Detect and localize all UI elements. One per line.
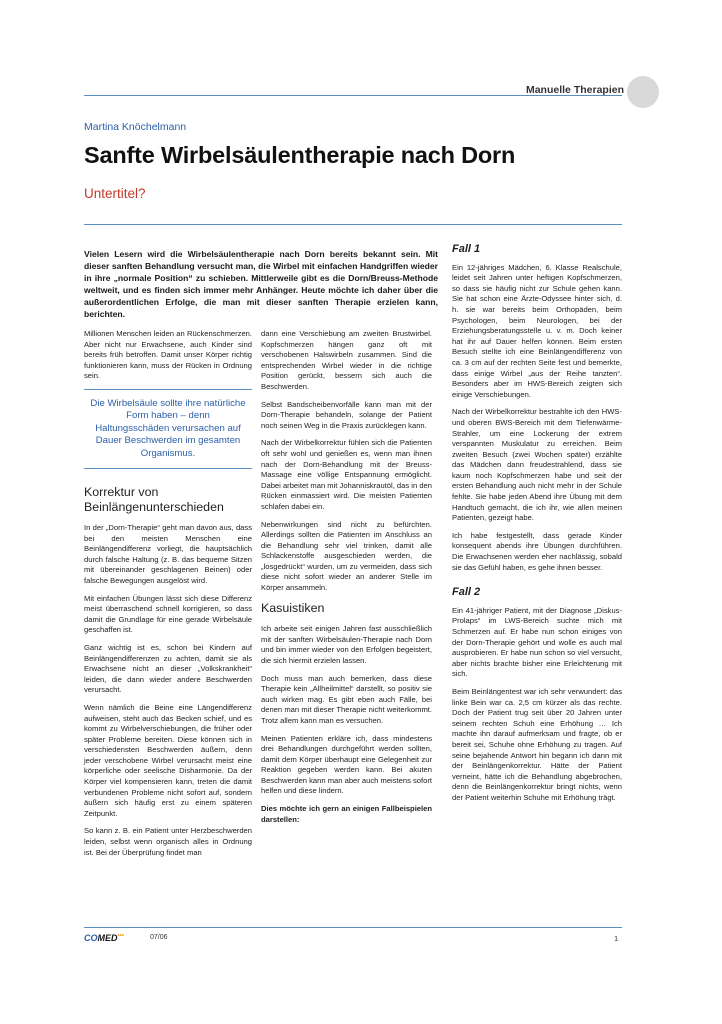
paragraph: In der „Dorn-Therapie“ geht man davon aus, dass bei den meisten Menschen eine Beinlängendifferenz vorliegt, die hauptsächlich durch falsche Haltung (z. B. das bequeme Sitzen mit übereinander geschlagenen Beinen) oder falsche Bewegungen ausgelöst wird. xyxy=(84,523,252,585)
paragraph: Ich arbeite seit einigen Jahren fast ausschließlich mit der sanften Wirbelsäulen-Therapie nach Dorn und bin immer wieder von den Erfolgen begeistert, die sich hiermit erzielen lassen. xyxy=(261,624,432,665)
logo-co: CO xyxy=(84,933,98,943)
decorative-circle xyxy=(627,76,659,108)
paragraph: dann eine Verschiebung am zweiten Brustwirbel. Kopfschmerzen hängen ganz oft mit verschobenen Halswirbeln zusammen. Sind die entsprechenden Wirbel wieder in die richtige Position gerückt, bessern sich auch die Beschwerden. xyxy=(261,329,432,391)
issue-number: 07/06 xyxy=(150,934,168,941)
publisher-logo xyxy=(84,933,124,943)
section-label: Manuelle Therapien xyxy=(525,84,624,96)
article-subtitle: Untertitel? xyxy=(84,186,146,201)
author: Martina Knöchelmann xyxy=(84,121,187,133)
article-title: Sanfte Wirbelsäulentherapie nach Dorn xyxy=(84,142,516,168)
footer-rule xyxy=(84,927,622,928)
logo-dots: ••• xyxy=(117,933,124,939)
paragraph: Wenn nämlich die Beine eine Längendifferenz aufweisen, steht auch das Becken schief, und es kommt zu Wirbelverschiebungen, die früher oder später Probleme bereiten. Diese können sich in verschiedensten Beschwerden äußern, denn jeder verschobene Wirbel verursacht meist eine körperliche oder seelische Disharmonie. Da der Körper viel kompensieren kann, treten die damit verbundenen Probleme nicht sofort auf, sondern äußern sich häufig erst zu einem späteren Zeitpunkt. xyxy=(84,702,252,818)
paragraph: Selbst Bandscheibenvorfälle kann man mit der Dorn-Therapie behandeln, solange der Patient noch seinen Weg in die Praxis zurücklegen kann. xyxy=(261,399,432,430)
paragraph: Millionen Menschen leiden an Rückenschmerzen. Aber nicht nur Erwachsene, auch Kinder sind bereits früh betroffen. Damit unser Körper richtig funktionieren kann, muss der Rücken in Ordnung sein. xyxy=(84,329,252,381)
paragraph: Mit einfachen Übungen lässt sich diese Differenz meist überraschend schnell korrigieren, so dass damit die Grundlage für eine gerade Wirbelsäule geschaffen ist. xyxy=(84,593,252,635)
logo-med: MED xyxy=(97,933,118,943)
paragraph: Ein 12-jähriges Mädchen, 6. Klasse Realschule, leidet seit Jahren unter heftigen Kopfschmerzen, so dass sie häufig nicht zur Schule gehen kann. Sie hat schon eine Ärzte-Odyssee hinter sich, d. h. sie war bereits beim Orthopäden, beim Psychologen, beim Neurologen, bei der Erziehungsberatungsstelle u. v. m. Doch keiner hat ihr auf Dauer helfen können. Beim ersten Besuch stellte ich eine Beinlängendifferenz von ca. 3 cm auf der rechten Seite fest und bemerkte, dass einige Wirbel „aus der Reihe tanzten“. Besonders aber im HWS-Bereich zeigten sich einige Verschiebungen. xyxy=(452,262,622,399)
paragraph: Ein 41-jähriger Patient, mit der Diagnose „Diskus-Prolaps“ im LWS-Bereich suchte mich mit Schmerzen auf. Er habe nun schon einiges von der Dorn-Therapie gehört und wolle es auch mal ausprobieren. Er habe nun schon so viel versucht, aber nichts brachte bisher eine Erleichterung mit sich. xyxy=(452,605,622,679)
paragraph: Beim Beinlängentest war ich sehr verwundert: das linke Bein war ca. 2,5 cm kürzer als das rechte. Doch der Patient trug seit über 20 Jahren unter seinem rechten Schuh eine Erhöhung … Ich machte ihn darauf aufmerksam und fragte, ob er bereit sei, Schuhe ohne Erhöhung zu tragen. Auf seine bejahende Antwort hin begann ich dann mit der Beinlängenkorrektur. Hätte der Patient verneint, hätte ich die Behandlung abgebrochen, denn die Beinlängenkorrektur bringt nichts, wenn der Patient weiterhin Schuhe mit Erhöhung trägt. xyxy=(452,686,622,802)
section-heading-korrektur: Korrektur von Beinlängenunterschieden xyxy=(84,485,224,514)
paragraph: So kann z. B. ein Patient unter Herzbeschwerden leiden, selbst wenn organisch alles in Ordnung ist. Bei der Überprüfung findet man xyxy=(84,826,252,857)
paragraph-bold: Dies möchte ich gern an einigen Fallbeispielen darstellen: xyxy=(261,804,432,824)
case-heading-2: Fall 2 xyxy=(452,586,481,599)
case-heading-1: Fall 1 xyxy=(452,243,481,255)
column-2 xyxy=(261,329,432,832)
paragraph: Doch muss man auch bemerken, dass diese Therapie kein „Allheilmittel“ darstellt, so positiv sie auch wirken mag. Es gibt eben auch Fälle, bei denen man mit dieser Therapie nicht weiterkommt. Trotz allem kann man es versuchen. xyxy=(261,673,432,725)
page-number: 1 xyxy=(614,934,619,943)
column-1 xyxy=(84,329,252,865)
paragraph: Nebenwirkungen sind nicht zu befürchten. Allerdings sollten die Patienten im Anschluss an die Behandlung sehr viel trinken, damit alle Schlackenstoffe ausgeschieden werden, die „losgedrückt“ wurden, um zu vermeiden, dass sich diese nicht sofort wieder an anderer Stelle im Körper ansammeln. xyxy=(261,519,432,593)
paragraph: Nach der Wirbelkorrektur bestrahlte ich den HWS- und oberen BWS-Bereich mit dem Tiefenwärme-Strahler, um eine Lockerung der extrem verspannten Muskulatur zu erreichen. Beim zweiten Besuch (zwei Wochen später) erzählte das Mädchen dann freudestrahlend, dass sie kaum noch Kopfschmerzen habe und seit der ersten Behandlung auch nicht mehr in der Schule fehlte. Sie habe jeden Abend ihre Übung mit dem Handtuch gemacht, die ich ihr, wie allen meinen Patienten, gezeigt habe. xyxy=(452,407,622,523)
title-rule xyxy=(84,224,622,225)
lead-paragraph: Vielen Lesern wird die Wirbelsäulentherapie nach Dorn bereits bekannt sein. Mit dieser sanften Behandlung versucht man, die Wirbel mit einfachen Handgriffen wieder in ihre „normale Position“ zu schieben. Mittlerweile gibt es die Dorn/Breuss-Methode weltweit, und es finden sich immer mehr Anhänger. Heute möchte ich daher über die außerordentlichen Erfolge, die man mit dieser sanften Therapie erzielen kann, berichten. xyxy=(84,249,438,319)
paragraph: Meinen Patienten erkläre ich, dass mindestens drei Behandlungen durchgeführt werden sollten, damit dem Körper überhaupt eine Gelegenheit zur Reaktion gegeben werden kann. Bei akuten Beschwerden kann man aber auch meistens sofort helfen und diese lindern. xyxy=(261,733,432,796)
column-3 xyxy=(452,244,622,811)
paragraph: Ich habe festgestellt, dass gerade Kinder konsequent abends ihre Übungen durchführen. Die Erwachsenen werden eher nachlässig, sobald sie das Gefühl haben, es gehe ihnen besser. xyxy=(452,530,622,572)
paragraph: Nach der Wirbelkorrektur fühlen sich die Patienten oft sehr wohl und genießen es, wenn man ihnen nach der Dorn-Behandlung mit der Breuss-Massage eine völlige Entspannung ermöglicht. Dabei arbeitet man mit Johanniskrautöl, das in den Rücken einmassiert wird. Die meisten Patienten schlafen dabei ein. xyxy=(261,438,432,511)
pull-quote: Die Wirbelsäule sollte ihre natürliche Form haben – denn Haltungsschäden verursachen auf Dauer Beschwerden im gesamten Organismus. xyxy=(84,389,252,469)
section-heading-kasuistiken: Kasuistiken xyxy=(261,600,325,615)
paragraph: Ganz wichtig ist es, schon bei Kindern auf Beinlängendifferenzen zu achten, damit sie als Erwachsene nicht an dieser „Volkskrankheit“ leiden, die dann wieder andere Beschwerden verursacht. xyxy=(84,642,252,695)
